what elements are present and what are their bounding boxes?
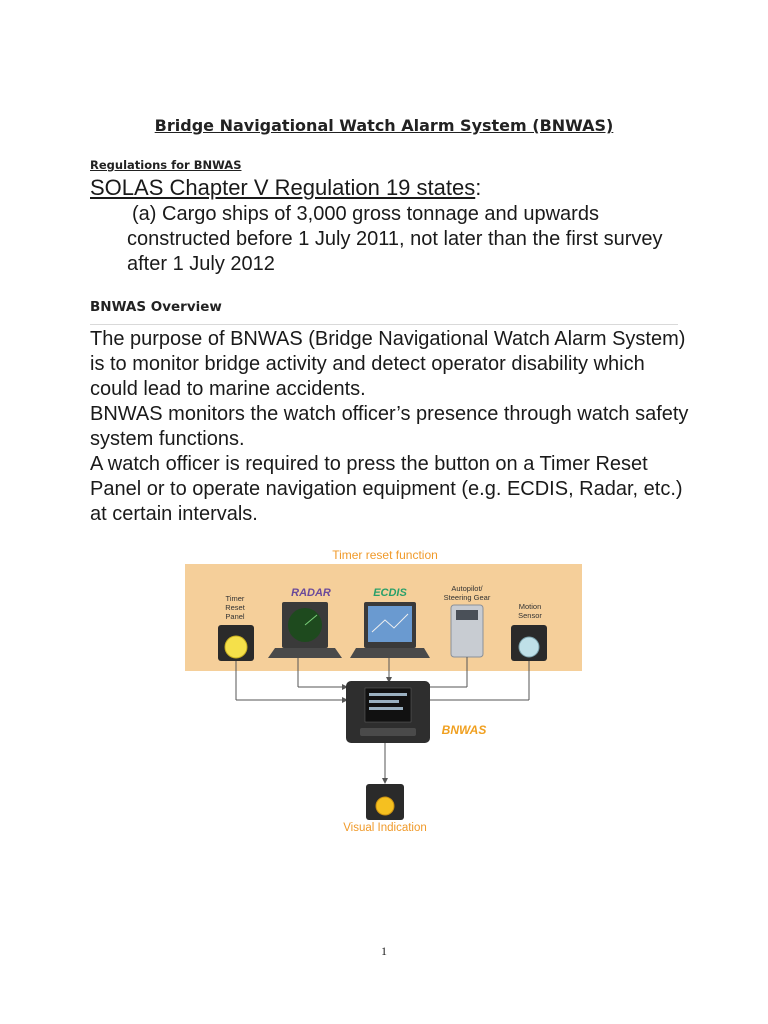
solas-reference: SOLAS Chapter V Regulation 19 states	[90, 175, 476, 200]
cargo-requirement	[127, 202, 727, 277]
timer-reset-diagram	[180, 540, 590, 840]
overview-paragraph-purpose: The purpose of BNWAS (Bridge Navigational Watch Alarm System) is to monitor bridge activity and detect operator disability which could lead to marine accidents.	[90, 328, 686, 400]
radar-logo: RADAR	[291, 587, 331, 599]
visual-indication-label: Visual Indication	[343, 822, 427, 834]
bnwas-display-line-3	[369, 707, 403, 710]
ecdis-console	[350, 648, 430, 658]
heading-divider	[90, 324, 678, 325]
solas-statement	[90, 175, 481, 201]
page-number: 1	[381, 944, 387, 958]
overview-body	[90, 327, 690, 527]
visual-indication-unit	[343, 784, 427, 834]
timer-reset-label-1: Timer	[225, 594, 245, 603]
visual-indicator-lamp-icon	[376, 797, 394, 815]
bnwas-logo: BNWAS	[441, 723, 487, 737]
overview-heading: BNWAS Overview	[90, 299, 222, 315]
cargo-line-3: after 1 July 2012	[127, 253, 275, 275]
overview-paragraph-monitoring: BNWAS monitors the watch officer’s presence through watch safety system functions.	[90, 403, 689, 450]
motion-label-1: Motion	[518, 602, 542, 611]
timer-reset-label-2: Reset	[225, 603, 245, 612]
timer-reset-button-icon	[225, 636, 247, 658]
autopilot-label-1: Autopilot/	[451, 584, 483, 593]
regulations-heading: Regulations for BNWAS	[90, 158, 242, 172]
radar-console	[268, 648, 342, 658]
document-title: Bridge Navigational Watch Alarm System (BNWAS)	[154, 116, 614, 135]
cargo-line-1: (a) Cargo ships of 3,000 gross tonnage and upwards	[132, 203, 599, 225]
overview-paragraph-timer-reset: A watch officer is required to press the button on a Timer Reset Panel or to operate navigation equipment (e.g. ECDIS, Radar, etc.) at certain intervals.	[90, 453, 683, 525]
bnwas-display-line-2	[369, 700, 399, 703]
autopilot-label-2: Steering Gear	[443, 593, 491, 602]
motion-sensor-icon	[519, 637, 539, 657]
autopilot-display-icon	[456, 610, 478, 620]
cargo-line-2: constructed before 1 July 2011, not later than the first survey	[127, 228, 663, 250]
bnwas-keypad-icon	[360, 728, 416, 736]
bnwas-main-unit	[346, 681, 486, 743]
bnwas-display-line-1	[369, 693, 407, 696]
ecdis-logo: ECDIS	[373, 587, 407, 599]
timer-reset-label-3: Panel	[225, 612, 245, 621]
diagram-title: Timer reset function	[332, 548, 438, 562]
solas-colon: :	[475, 175, 482, 200]
motion-label-2: Sensor	[518, 611, 542, 620]
arrow-visual-indication	[382, 778, 388, 784]
